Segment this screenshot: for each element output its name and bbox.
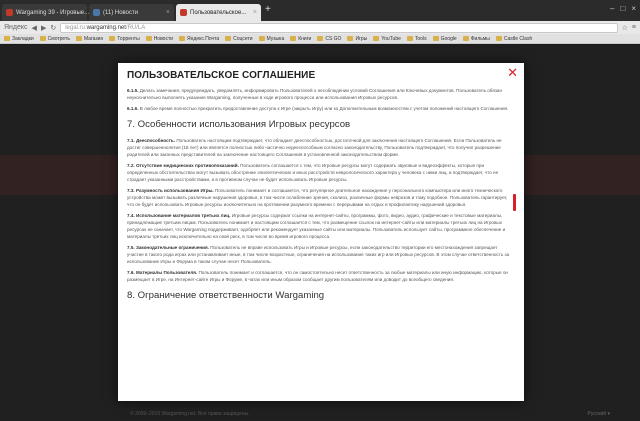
bookmark-item[interactable]: [407, 36, 427, 42]
url-domain: wargaming.net: [86, 24, 126, 31]
bookmark-label: Фильмы: [470, 35, 490, 42]
bookmark-item[interactable]: [146, 36, 173, 42]
back-icon[interactable]: ◀: [31, 24, 37, 32]
clause-number: 7.1.: [127, 138, 135, 143]
folder-icon: [225, 36, 231, 41]
clause-number: 7.5.: [127, 245, 135, 250]
user-agreement-modal: [118, 63, 524, 401]
url-prefix: legal.ru.: [65, 24, 87, 31]
clause-title: Материалы Пользователя.: [135, 270, 198, 275]
agreement-clause: [127, 244, 511, 265]
clause-title: Разумность использования Игры.: [135, 188, 214, 193]
clause-number: 7.6.: [127, 270, 135, 275]
clause-number: 6.1.5.: [127, 88, 139, 93]
bookmark-item[interactable]: [76, 36, 103, 42]
tab-favicon-icon: [93, 9, 100, 16]
bookmark-item[interactable]: [109, 36, 139, 42]
clause-text: В любое время полностью прекратить предоставление доступа к Игре (закрыть Игру) или ко Дополнительным возможностям с учетом положений настоящего Соглашения.: [139, 106, 509, 111]
url-input[interactable]: [60, 23, 617, 33]
clause-text: Пользователь понимает и соглашается, что он самостоятельно несет ответственность за любые материалы или иную информацию, которые он размещает в Игре, на Интернет-сайте Игры и Форуме, в чатах или иным образом сообщает другим пользователям или доводит до всеобщего сведения.: [127, 270, 508, 282]
folder-icon: [179, 36, 185, 41]
close-icon[interactable]: ✕: [507, 65, 518, 80]
maximize-icon[interactable]: □: [620, 4, 626, 13]
scrollbar-thumb[interactable]: [513, 194, 516, 211]
language-selector[interactable]: Русский ▾: [587, 411, 610, 417]
browser-tab-3[interactable]: [176, 4, 261, 21]
agreement-clause: [127, 269, 511, 283]
folder-icon: [40, 36, 46, 41]
folder-icon: [433, 36, 439, 41]
browser-tab-bar: [0, 0, 640, 21]
reload-icon[interactable]: ↻: [50, 24, 57, 32]
search-label: Яндекс: [4, 24, 28, 31]
clause-number: 7.3.: [127, 188, 135, 193]
clause-text: Пользователь понимает и соглашается, что регулярное длительное нахождение у персонального компьютера или иного технического устройства может вызывать различные нарушения здоровья, в том числе ослабление зрения, сколиоз, различные формы неврозов и тому подобное. Пользователь гарантирует, что он будет использовать Игровые ресурсы исключительно на протяжении разумного времени с перерывами на отдых и профилактику нарушений здоровья.: [127, 188, 508, 207]
clause-title: Законодательные ограничения.: [135, 245, 209, 250]
star-icon[interactable]: ☆: [621, 24, 628, 32]
tab-favicon-icon: [180, 9, 187, 16]
bookmark-label: Книги: [298, 35, 312, 42]
bookmark-label: Castle Clash: [503, 35, 533, 42]
clause-title: Использование материалов третьих лиц.: [135, 213, 231, 218]
bookmark-item[interactable]: [225, 36, 252, 42]
bookmark-label: Яндекс.Почта: [187, 35, 220, 42]
bookmarks-bar: [0, 34, 640, 44]
bookmark-item[interactable]: [179, 36, 219, 42]
agreement-clause: [127, 87, 511, 101]
bookmark-item[interactable]: [373, 36, 401, 42]
new-tab-icon[interactable]: +: [265, 4, 271, 15]
minimize-icon[interactable]: –: [610, 4, 615, 13]
browser-tab-1[interactable]: [2, 4, 90, 21]
folder-icon: [317, 36, 323, 41]
bookmark-label: Магазин: [83, 35, 104, 42]
clause-number: 7.2.: [127, 163, 135, 168]
folder-icon: [463, 36, 469, 41]
folder-icon: [373, 36, 379, 41]
folder-icon: [496, 36, 502, 41]
folder-icon: [146, 36, 152, 41]
folder-icon: [347, 36, 353, 41]
bookmark-label: Google: [440, 35, 457, 42]
bookmark-item[interactable]: [496, 36, 532, 42]
agreement-clause: [127, 187, 511, 208]
bookmark-label: Закладки: [12, 35, 34, 42]
clause-number: 7.4.: [127, 213, 135, 218]
bookmark-item[interactable]: [259, 36, 285, 42]
clause-text: Пользователь соглашается с тем, что Игровые ресурсы могут содержать звуковые и видеоэффекты, которые при определенных обстоятельствах могут вызывать обострение эпилептических и иных расстройств неврологического характера у человека с ними лиц, и подтверждает, что не страдает указанными расстройствами, а в противном случае не будет использовать Игровые ресурсы.: [127, 163, 499, 182]
bookmark-label: Tools: [414, 35, 427, 42]
clause-text: Пользователь не вправе использовать Игры и Игровые ресурсы, если законодательство территории его местонахождения запрещает участие в такого рода играх или устанавливает иные, в том числе возрастные, ограничения на использование таких игр или Игровых ресурсов. В этом случае ответственность за использование Игры и Форума в таком случае несет Пользователь.: [127, 245, 510, 264]
menu-icon[interactable]: ≡: [631, 24, 636, 31]
clause-title: Дееспособность.: [135, 138, 176, 143]
url-path: /RU/LA: [125, 24, 146, 31]
agreement-clause: [127, 137, 511, 158]
window-controls: [610, 4, 636, 13]
tab-favicon-icon: [6, 9, 13, 16]
bookmark-label: Музыка: [266, 35, 285, 42]
bookmark-item[interactable]: [463, 36, 490, 42]
folder-icon: [259, 36, 265, 41]
bookmark-label: Соцсети: [233, 35, 253, 42]
bookmark-item[interactable]: [347, 36, 367, 42]
modal-content[interactable]: [127, 87, 511, 397]
bookmark-label: Торренты: [117, 35, 140, 42]
tab-label: (11) Новости: [103, 9, 139, 16]
folder-icon: [4, 36, 10, 41]
footer-copyright: © 2009–2016 Wargaming.net. Все права защищены.: [130, 411, 250, 417]
agreement-clause: [127, 105, 511, 112]
bookmark-item[interactable]: [317, 36, 341, 42]
clause-text: Делать замечания, предупреждать, уведомлять, информировать Пользователей о несоблюдении условий Соглашения или Ключевых документов. Пользователь обязан неукоснительно выполнять указания Wargaming, полученные в ходе игрового процесса или использования Игровых ресурсов.: [127, 88, 503, 100]
clause-number: 6.1.6.: [127, 106, 139, 111]
browser-tab-2[interactable]: [89, 4, 174, 21]
bookmark-label: Смотреть: [47, 35, 70, 42]
close-tab-icon[interactable]: ×: [165, 9, 170, 16]
close-window-icon[interactable]: ×: [631, 4, 636, 13]
forward-icon[interactable]: ▶: [40, 24, 47, 32]
bookmark-item[interactable]: [40, 36, 70, 42]
bookmark-label: Игры: [355, 35, 368, 42]
folder-icon: [290, 36, 296, 41]
tab-label: Wargaming 39 - Игровые...: [16, 9, 90, 16]
agreement-clause: [127, 212, 511, 240]
modal-title: ПОЛЬЗОВАТЕЛЬСКОЕ СОГЛАШЕНИЕ: [127, 70, 316, 81]
bookmark-item[interactable]: [290, 36, 311, 42]
bookmark-item[interactable]: [4, 36, 34, 42]
address-bar: [0, 21, 640, 34]
section-heading-7: 7. Особенности использования Игровых ресурсов: [127, 119, 351, 130]
folder-icon: [407, 36, 413, 41]
bookmark-label: YouTube: [381, 35, 401, 42]
bookmark-label: CS GO: [325, 35, 342, 42]
bookmark-item[interactable]: [433, 36, 457, 42]
clause-text: Пользователь настоящим подтверждает, что обладает дееспособностью, достаточной для заключения настоящего Соглашения. Если Пользователь не достиг совершеннолетия (18 лет) или является полностью либо частично недееспособным согласно законодательству, Пользователь подтверждает, что получил разрешение родителей или законных представителей на заключение настоящего Соглашения в установленной законодательством форме.: [127, 138, 502, 157]
close-tab-icon[interactable]: ×: [252, 9, 257, 16]
section-heading-8: 8. Ограничение ответственности Wargaming: [127, 290, 325, 301]
folder-icon: [76, 36, 82, 41]
bookmark-label: Новости: [153, 35, 174, 42]
clause-title: Отсутствие медицинских противопоказаний.: [135, 163, 239, 168]
tab-label: Пользовательское...: [190, 9, 247, 16]
agreement-clause: [127, 162, 511, 183]
clause-text: Игровые ресурсы содержат ссылки на интернет-сайты, программы, фото, видео, аудио, графические и текстовые материалы, принадлежащие третьим лицам. Пользователь понимает и настоящим соглашается с тем, что размещение ссылок на интернет-сайты или материалы третьих лиц на Игровых ресурсах не означает, что Wargaming поддерживает, одобряет или рекомендует указанные сайты или материалы. Пользователь использует сайты, программное обеспечение и материалы третьих лиц исключительно на свой риск, в том числе во время игрового процесса.: [127, 213, 506, 239]
folder-icon: [109, 36, 115, 41]
